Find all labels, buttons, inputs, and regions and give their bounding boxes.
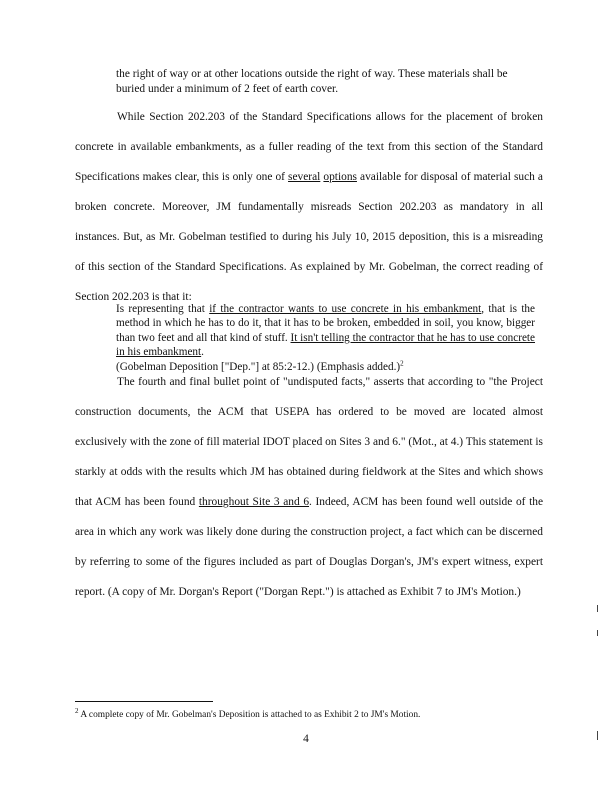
underlined-text: It isn't telling the contractor that he has to use concrete in his embankment <box>116 331 535 359</box>
body-paragraph-1 <box>75 102 543 312</box>
quote-citation: (Gobelman Deposition ["Dep."] at 85:2-12.) (Emphasis added.) <box>116 360 401 373</box>
body-paragraph-2 <box>75 367 543 607</box>
underlined-text: options <box>323 171 357 183</box>
block-quote-text: the right of way or at other locations outside the right of way. These materials shall be buried under a minimum of 2 feet of earth cover. <box>116 68 508 95</box>
page-number: 4 <box>303 733 309 745</box>
block-quote-continued <box>116 67 516 97</box>
footnote-marker: 2 <box>75 706 79 715</box>
underlined-text: several <box>288 171 321 183</box>
paragraph-text: available for disposal of material such a broken concrete. Moreover, JM fundamentally misreads Section 202.203 as mandatory in all instances. But, as Mr. Gobelman testified to during his July 10, 2015 deposition, this is a misreading of this section of the Standard Specifications. As explained by Mr. Gobelman, the correct reading of Section 202.203 is that it: <box>75 171 543 303</box>
paragraph-text: While Section 202.203 of the Standard Specifications allows for the placement of broken concrete in available embankments, as a fuller reading of the text from this section of the Standard Specifications makes clear, this is only one of <box>75 111 543 183</box>
quote-text: , that is the method in which he has to do it, that it has to be broken, embedded in soil, you know, bigger than two feet and all that kind of stuff. <box>116 303 535 344</box>
scan-mark <box>597 630 598 636</box>
footnote-reference: 2 <box>400 358 404 367</box>
footnote-text: A complete copy of Mr. Gobelman's Deposition is attached to as Exhibit 2 to JM's Motion. <box>80 710 421 720</box>
paragraph-text: . Indeed, ACM has been found well outside of the area in which any work was likely done during the construction project, a fact which can be discerned by referring to some of the figures included as part of Douglas Dorgan's, JM's expert witness, expert report. (A copy of Mr. Dorgan's Report ("Dorgan Rept.") is attached as Exhibit 7 to JM's Motion.) <box>75 496 543 598</box>
footnote-divider <box>75 701 213 702</box>
scan-mark <box>597 731 598 740</box>
scan-mark <box>597 605 598 612</box>
paragraph-text: The fourth and final bullet point of "undisputed facts," asserts that according to "the Project construction documents, the ACM that USEPA has ordered to be moved are located almost exclusively with the zone of fill material IDOT placed on Sites 3 and 6." (Mot., at 4.) This statement is starkly at odds with the results which JM has obtained during fieldwork at the Sites and which shows that ACM has been found <box>75 376 543 508</box>
quote-text: Is representing that <box>116 303 210 315</box>
underlined-text: throughout Site 3 and 6 <box>198 496 310 508</box>
block-quote-deposition <box>116 302 535 374</box>
footnote <box>75 706 545 721</box>
quote-text: . <box>201 346 204 359</box>
underlined-text: if the contractor wants to use concrete in his embankment <box>209 303 482 315</box>
